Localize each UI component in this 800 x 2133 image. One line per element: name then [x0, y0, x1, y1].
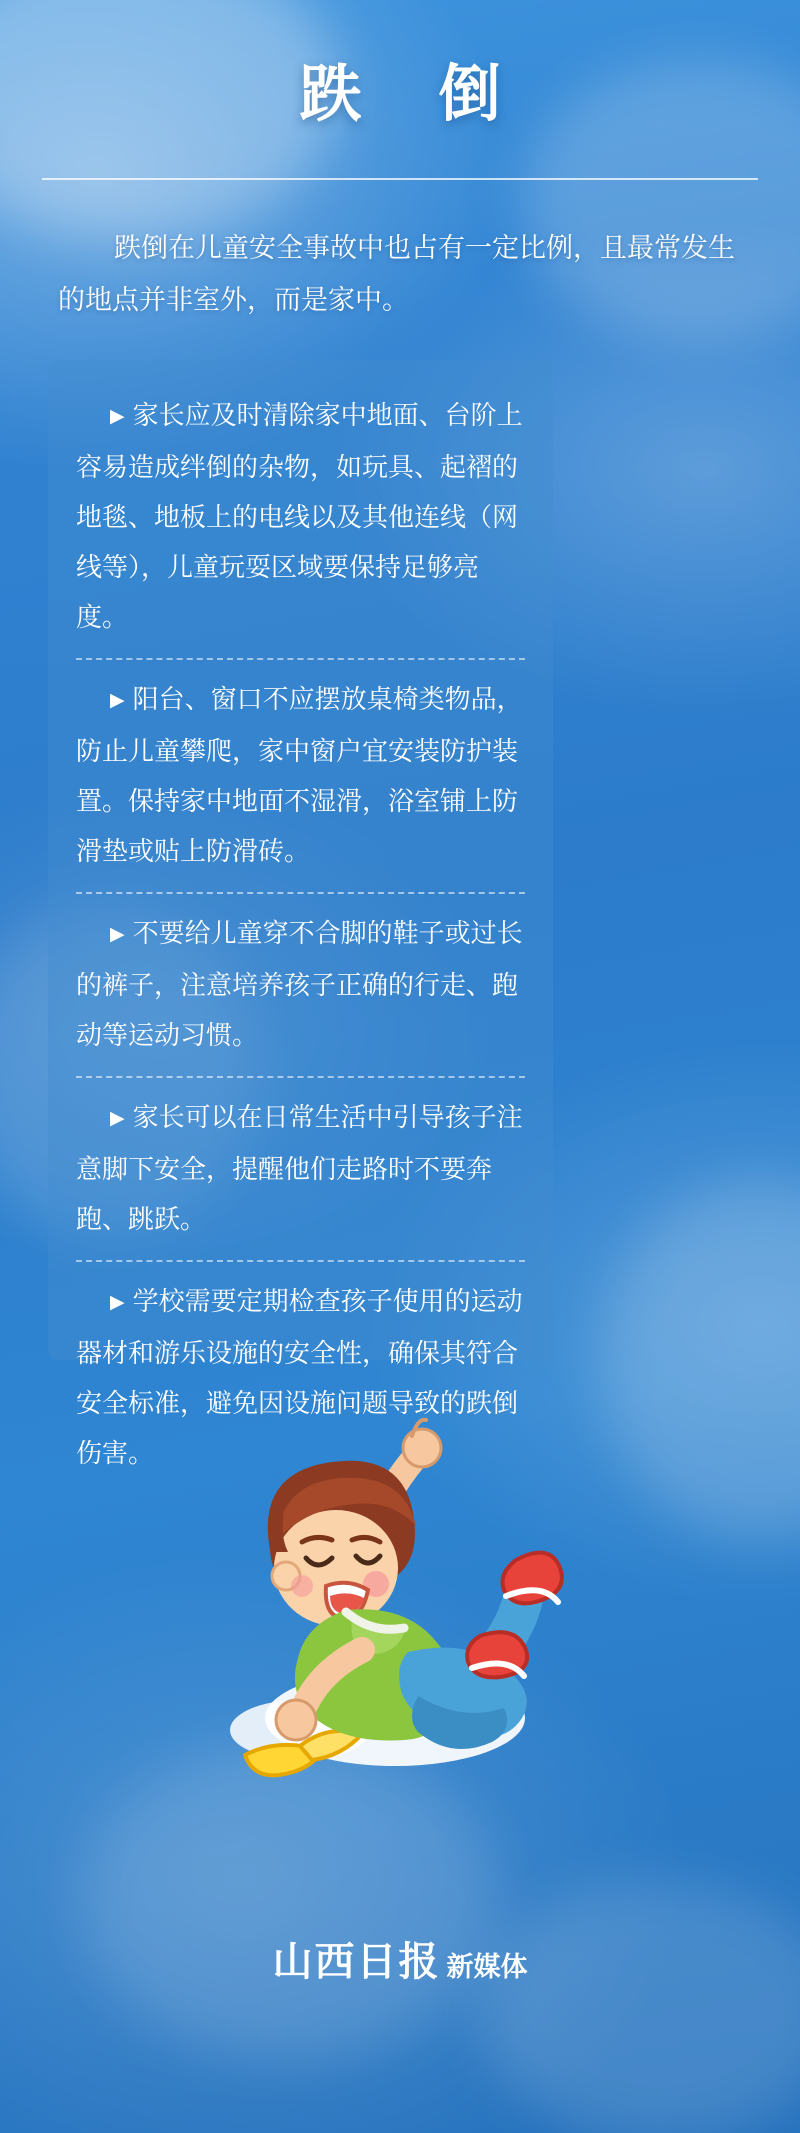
- tips-panel: [48, 360, 553, 1468]
- arrow-right-icon: ▶: [110, 690, 125, 711]
- divider: [76, 658, 525, 660]
- arrow-right-icon: ▶: [110, 1108, 125, 1129]
- falling-child-illustration: [150, 1400, 570, 1800]
- list-item: [76, 908, 525, 1060]
- page-title: 跌 倒: [299, 60, 531, 129]
- page-title-wrap: [0, 44, 800, 133]
- lead-paragraph: 跌倒在儿童安全事故中也占有一定比例，且最常发生的地点并非室外，而是家中。: [58, 233, 735, 315]
- arrow-right-icon: ▶: [110, 406, 125, 427]
- list-item: [76, 1092, 525, 1244]
- publisher-subtitle: 新媒体: [446, 1952, 528, 1982]
- list-item-text: 阳台、窗口不应摆放桌椅类物品，防止儿童攀爬，家中窗户宜安装防护装置。保持家中地面不湿滑，浴室铺上防滑垫或贴上防滑砖。: [76, 684, 523, 866]
- divider: [76, 1076, 525, 1078]
- list-item-text: 不要给儿童穿不合脚的鞋子或过长的裤子，注意培养孩子正确的行走、跑动等运动习惯。: [76, 918, 523, 1050]
- list-item: [76, 390, 525, 642]
- arrow-right-icon: ▶: [110, 924, 125, 945]
- divider: [76, 892, 525, 894]
- list-item-text: 学校需要定期检查孩子使用的运动器材和游乐设施的安全性，确保其符合安全标准，避免因设施问题导致的跌倒伤害。: [76, 1286, 523, 1468]
- footer: [0, 1930, 800, 1987]
- list-item: [76, 674, 525, 876]
- list-item-text: 家长可以在日常生活中引导孩子注意脚下安全，提醒他们走路时不要奔跑、跳跃。: [76, 1102, 523, 1234]
- decorative-blotch: [600, 1180, 800, 1540]
- decorative-blotch: [480, 1880, 800, 2133]
- list-item-text: 家长应及时清除家中地面、台阶上容易造成绊倒的杂物，如玩具、起褶的地毯、地板上的电线以及其他连线（网线等），儿童玩耍区域要保持足够亮度。: [76, 400, 523, 632]
- arrow-right-icon: ▶: [110, 1292, 125, 1313]
- publisher-logo: [273, 1930, 528, 1987]
- divider: [76, 1260, 525, 1262]
- publisher-name: 山西日报: [272, 1939, 441, 1984]
- title-divider: [42, 178, 758, 180]
